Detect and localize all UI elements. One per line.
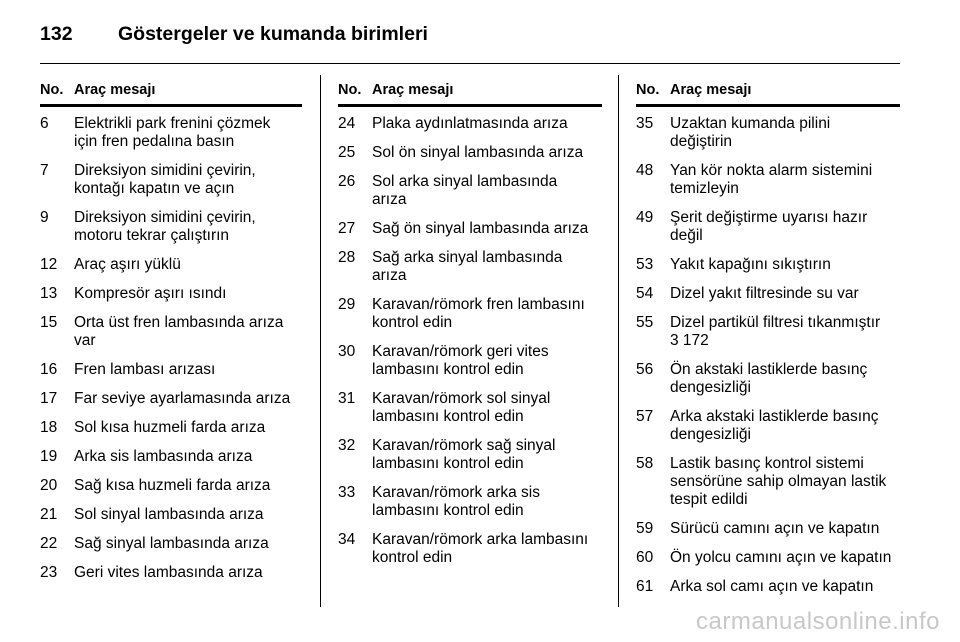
- message-number: 29: [338, 296, 356, 313]
- message-text: Kompresör aşırı ısındı: [74, 285, 227, 302]
- message-number: 9: [40, 209, 49, 226]
- message-text: Elektrikli park frenini çözmek için fren pedalına basın: [74, 115, 271, 150]
- message-text: Yakıt kapağını sıkıştırın: [670, 256, 831, 273]
- message-number: 25: [338, 144, 356, 161]
- message-number: 19: [40, 448, 58, 465]
- message-row: [338, 390, 602, 426]
- column-header-no: No.: [40, 82, 64, 98]
- message-text: Far seviye ayarlamasında arıza: [74, 390, 291, 407]
- message-number: 59: [636, 520, 654, 537]
- message-text: Sol kısa huzmeli farda arıza: [74, 419, 266, 436]
- message-number: 13: [40, 285, 58, 302]
- message-row: [636, 408, 900, 444]
- message-number: 48: [636, 162, 654, 179]
- message-text: Fren lambası arızası: [74, 361, 216, 378]
- message-row: [40, 361, 302, 379]
- message-row: [40, 162, 302, 198]
- column-header-message: Araç mesajı: [74, 82, 156, 98]
- message-number: 18: [40, 419, 58, 436]
- message-number: 22: [40, 535, 58, 552]
- message-row: [636, 314, 900, 350]
- message-number: 16: [40, 361, 58, 378]
- watermark: carmanualsonline.info: [696, 608, 940, 635]
- message-text: Dizel partikül filtresi tıkanmıştır 3 172: [670, 314, 881, 349]
- message-number: 34: [338, 531, 356, 548]
- message-number: 20: [40, 477, 58, 494]
- message-text: Sol arka sinyal lambasında arıza: [372, 173, 558, 208]
- message-row: [636, 285, 900, 303]
- message-row: [40, 115, 302, 151]
- message-row: [338, 437, 602, 473]
- message-text: Lastik basınç kontrol sistemi sensörüne sahip olmayan lastik tespit edildi: [670, 455, 887, 508]
- message-text: Karavan/römork fren lambasını kontrol edin: [372, 296, 585, 331]
- message-text: Plaka aydınlatmasında arıza: [372, 115, 568, 132]
- message-number: 35: [636, 115, 654, 132]
- message-list: [636, 115, 900, 596]
- message-row: [338, 220, 602, 238]
- message-text: Karavan/römork sol sinyal lambasını kontrol edin: [372, 390, 551, 425]
- message-text: Sağ arka sinyal lambasında arıza: [372, 249, 563, 284]
- message-row: [636, 520, 900, 538]
- column-header: [338, 80, 602, 100]
- message-row: [40, 256, 302, 274]
- message-row: [338, 144, 602, 162]
- column-header-rule: [636, 104, 900, 107]
- message-row: [636, 549, 900, 567]
- message-text: Şerit değiştirme uyarısı hazır değil: [670, 209, 868, 244]
- column-header: [636, 80, 900, 100]
- page-title: Göstergeler ve kumanda birimleri: [118, 22, 428, 45]
- message-row: [636, 115, 900, 151]
- message-number: 56: [636, 361, 654, 378]
- message-number: 23: [40, 564, 58, 581]
- message-column-3: [636, 80, 900, 607]
- message-text: Yan kör nokta alarm sistemini temizleyin: [670, 162, 873, 197]
- message-number: 33: [338, 484, 356, 501]
- message-number: 57: [636, 408, 654, 425]
- message-row: [40, 285, 302, 303]
- message-number: 55: [636, 314, 654, 331]
- message-row: [338, 531, 602, 567]
- message-list: [338, 115, 602, 567]
- message-row: [636, 162, 900, 198]
- column-header-no: No.: [338, 82, 362, 98]
- message-text: Arka sis lambasında arıza: [74, 448, 253, 465]
- message-row: [636, 455, 900, 509]
- message-text: Sürücü camını açın ve kapatın: [670, 520, 880, 537]
- message-text: Karavan/römork sağ sinyal lambasını kontrol edin: [372, 437, 556, 472]
- message-number: 30: [338, 343, 356, 360]
- message-row: [636, 256, 900, 274]
- message-number: 15: [40, 314, 58, 331]
- message-row: [338, 484, 602, 520]
- message-number: 49: [636, 209, 654, 226]
- message-number: 24: [338, 115, 356, 132]
- message-row: [636, 578, 900, 596]
- message-number: 26: [338, 173, 356, 190]
- message-text: Sağ ön sinyal lambasında arıza: [372, 220, 589, 237]
- column-header-message: Araç mesajı: [372, 82, 454, 98]
- message-text: Direksiyon simidini çevirin, kontağı kapatın ve açın: [74, 162, 256, 197]
- message-number: 27: [338, 220, 356, 237]
- message-number: 32: [338, 437, 356, 454]
- message-number: 31: [338, 390, 356, 407]
- message-number: 60: [636, 549, 654, 566]
- message-text: Araç aşırı yüklü: [74, 256, 181, 273]
- message-list: [40, 115, 302, 582]
- message-text: Uzaktan kumanda pilini değiştirin: [670, 115, 831, 150]
- message-row: [636, 209, 900, 245]
- message-number: 54: [636, 285, 654, 302]
- message-row: [40, 419, 302, 437]
- column-divider-2: [618, 75, 619, 607]
- message-text: Karavan/römork arka sis lambasını kontrol edin: [372, 484, 540, 519]
- page-header: [40, 16, 428, 52]
- message-row: [40, 506, 302, 524]
- column-divider-1: [320, 75, 321, 607]
- column-header-message: Araç mesajı: [670, 82, 752, 98]
- message-number: 61: [636, 578, 654, 595]
- message-text: Sağ sinyal lambasında arıza: [74, 535, 269, 552]
- message-column-1: [40, 80, 302, 593]
- message-number: 6: [40, 115, 49, 132]
- message-number: 7: [40, 162, 49, 179]
- message-text: Geri vites lambasında arıza: [74, 564, 263, 581]
- message-text: Orta üst fren lambasında arıza var: [74, 314, 284, 349]
- message-row: [338, 249, 602, 285]
- message-row: [40, 448, 302, 466]
- message-number: 17: [40, 390, 58, 407]
- message-text: Ön yolcu camını açın ve kapatın: [670, 549, 892, 566]
- message-number: 58: [636, 455, 654, 472]
- message-text: Karavan/römork arka lambasını kontrol edin: [372, 531, 589, 566]
- message-text: Sağ kısa huzmeli farda arıza: [74, 477, 271, 494]
- message-row: [636, 361, 900, 397]
- header-divider: [40, 63, 900, 64]
- column-header-rule: [338, 104, 602, 107]
- column-header-no: No.: [636, 82, 660, 98]
- message-row: [338, 115, 602, 133]
- message-row: [40, 209, 302, 245]
- message-row: [338, 296, 602, 332]
- message-row: [338, 343, 602, 379]
- page-number: 132: [40, 22, 73, 45]
- message-text: Direksiyon simidini çevirin, motoru tekrar çalıştırın: [74, 209, 256, 244]
- message-row: [40, 390, 302, 408]
- message-row: [338, 173, 602, 209]
- message-text: Arka akstaki lastiklerde basınç dengesizliği: [670, 408, 879, 443]
- message-row: [40, 477, 302, 495]
- message-number: 21: [40, 506, 58, 523]
- message-column-2: [338, 80, 602, 578]
- message-text: Sol ön sinyal lambasında arıza: [372, 144, 584, 161]
- message-text: Arka sol camı açın ve kapatın: [670, 578, 874, 595]
- message-text: Ön akstaki lastiklerde basınç dengesizliği: [670, 361, 868, 396]
- message-number: 12: [40, 256, 58, 273]
- message-text: Sol sinyal lambasında arıza: [74, 506, 264, 523]
- message-number: 53: [636, 256, 654, 273]
- message-row: [40, 314, 302, 350]
- message-row: [40, 564, 302, 582]
- message-number: 28: [338, 249, 356, 266]
- message-text: Dizel yakıt filtresinde su var: [670, 285, 859, 302]
- message-text: Karavan/römork geri vites lambasını kontrol edin: [372, 343, 549, 378]
- column-header-rule: [40, 104, 302, 107]
- message-row: [40, 535, 302, 553]
- column-header: [40, 80, 302, 100]
